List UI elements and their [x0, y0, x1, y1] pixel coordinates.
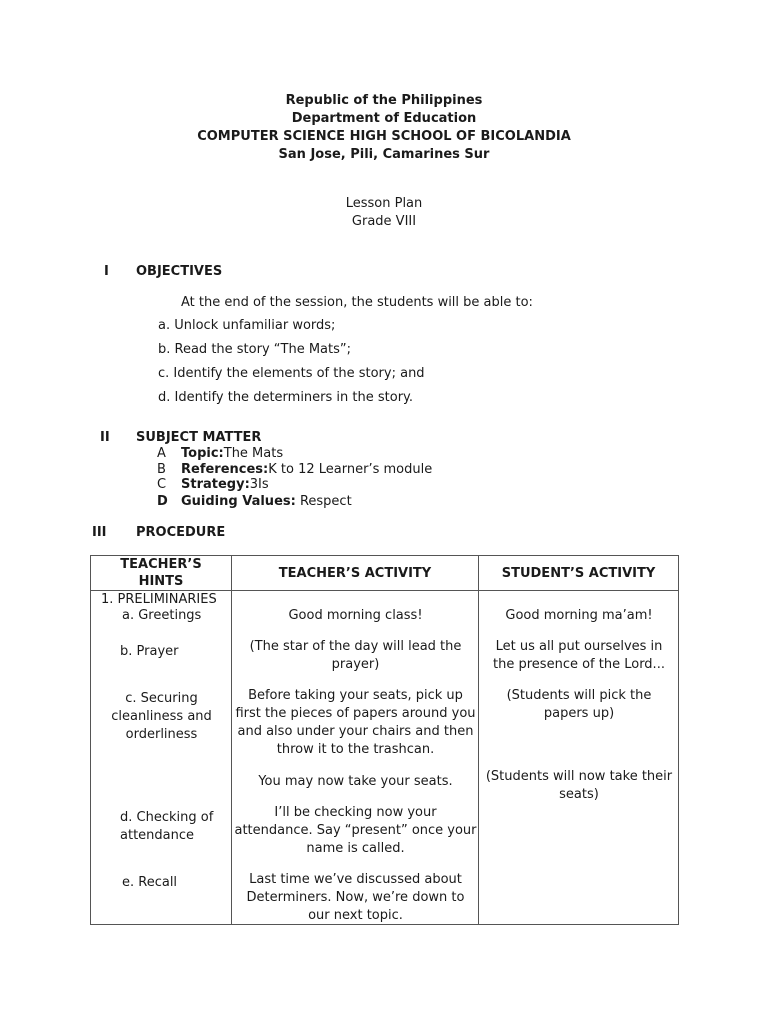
hint-line: orderliness	[125, 727, 198, 742]
subject-matter-letter: D	[157, 494, 168, 509]
student-prayer	[479, 638, 679, 674]
objectives-heading: OBJECTIVES	[136, 264, 223, 279]
teacher-line: our next topic.	[308, 908, 403, 923]
hint-prayer: b. Prayer	[120, 644, 179, 659]
subject-matter-value: 3Is	[249, 477, 269, 492]
subject-matter-item-references	[181, 462, 432, 477]
subject-matter-label: Topic:	[181, 446, 224, 461]
procedure-table	[90, 555, 679, 925]
teacher-greeting: Good morning class!	[288, 608, 423, 623]
header-school: COMPUTER SCIENCE HIGH SCHOOL OF BICOLANDIA	[197, 129, 571, 144]
student-line: (Students will pick the	[506, 688, 652, 703]
objective-item: a. Unlock unfamiliar words;	[158, 318, 336, 333]
teacher-line: throw it to the trashcan.	[276, 742, 435, 757]
student-line: papers up)	[543, 706, 615, 721]
hint-greetings: a. Greetings	[122, 608, 202, 623]
plan-grade: Grade VIII	[351, 214, 417, 229]
teacher-line: and also under your chairs and then	[237, 724, 474, 739]
teacher-recall	[232, 871, 479, 925]
hints-column	[91, 591, 232, 925]
procedure-heading: PROCEDURE	[136, 525, 226, 540]
plan-title: Lesson Plan	[345, 196, 423, 211]
subject-matter-heading: SUBJECT MATTER	[136, 430, 262, 445]
subject-matter-item-topic	[181, 446, 283, 461]
student-line: Let us all put ourselves in	[495, 639, 663, 654]
teacher-line: attendance. Say “present” once your	[234, 823, 477, 838]
student-line: seats)	[559, 787, 599, 802]
subject-matter-letter: C	[157, 477, 167, 492]
teacher-line: (The star of the day will lead the	[249, 639, 462, 654]
header-students-activity: STUDENT’S ACTIVITY	[479, 556, 679, 591]
subject-matter-label: Guiding Values:	[181, 494, 296, 509]
teacher-take-seats: You may now take your seats.	[258, 774, 453, 789]
header-teachers-activity: TEACHER’S ACTIVITY	[232, 556, 479, 591]
teacher-activity-column	[232, 591, 479, 925]
teacher-line: Before taking your seats, pick up	[248, 688, 463, 703]
header-hints-line: TEACHER’S	[120, 557, 202, 572]
subject-matter-letter: B	[157, 462, 166, 477]
student-take-seats	[479, 768, 679, 804]
teacher-line: Determiners. Now, we’re down to	[246, 890, 465, 905]
hint-line: attendance	[120, 828, 195, 843]
teacher-line: I’ll be checking now your	[274, 805, 437, 820]
hint-cleanliness	[91, 690, 232, 744]
teacher-attendance	[232, 804, 479, 858]
objectives-number: I	[104, 264, 109, 279]
table-header-row	[91, 556, 679, 591]
objective-item: d. Identify the determiners in the story.	[158, 390, 414, 405]
subject-matter-label: Strategy:	[181, 477, 250, 492]
teacher-prayer	[232, 638, 479, 674]
objective-item: c. Identify the elements of the story; and	[158, 366, 425, 381]
objective-item: b. Read the story “The Mats”;	[158, 342, 351, 357]
header-department: Department of Education	[291, 111, 477, 126]
header-republic: Republic of the Philippines	[285, 93, 483, 108]
hint-line: d. Checking of	[120, 810, 214, 825]
student-greeting: Good morning ma’am!	[505, 608, 653, 623]
header-hints-line: HINTS	[138, 574, 184, 589]
objectives-intro: At the end of the session, the students will be able to:	[181, 295, 533, 310]
subject-matter-item-strategy	[181, 477, 269, 492]
teacher-line: prayer)	[331, 657, 380, 672]
subject-matter-number: II	[100, 430, 110, 445]
subject-matter-item-values	[181, 494, 352, 509]
hint-line: c. Securing	[125, 691, 198, 706]
header-teachers-hints	[91, 556, 232, 591]
student-line: (Students will now take their	[485, 769, 673, 784]
hint-line: cleanliness and	[111, 709, 212, 724]
student-line: the presence of the Lord...	[493, 657, 665, 672]
subject-matter-value: K to 12 Learner’s module	[268, 462, 433, 477]
student-cleanliness	[479, 687, 679, 723]
teacher-line: name is called.	[306, 841, 405, 856]
hint-recall: e. Recall	[122, 875, 178, 890]
header-address: San Jose, Pili, Camarines Sur	[278, 147, 490, 162]
hint-preliminaries: 1. PRELIMINARIES	[101, 592, 217, 607]
subject-matter-value: The Mats	[223, 446, 284, 461]
teacher-line: Last time we’ve discussed about	[249, 872, 462, 887]
procedure-number: III	[92, 525, 107, 540]
subject-matter-label: References:	[181, 462, 269, 477]
teacher-line: first the pieces of papers around you	[235, 706, 476, 721]
table-row	[91, 591, 679, 925]
teacher-cleanliness	[232, 687, 479, 759]
subject-matter-value: Respect	[295, 494, 352, 509]
subject-matter-letter: A	[157, 446, 166, 461]
student-activity-column	[479, 591, 679, 925]
hint-attendance	[120, 809, 213, 845]
